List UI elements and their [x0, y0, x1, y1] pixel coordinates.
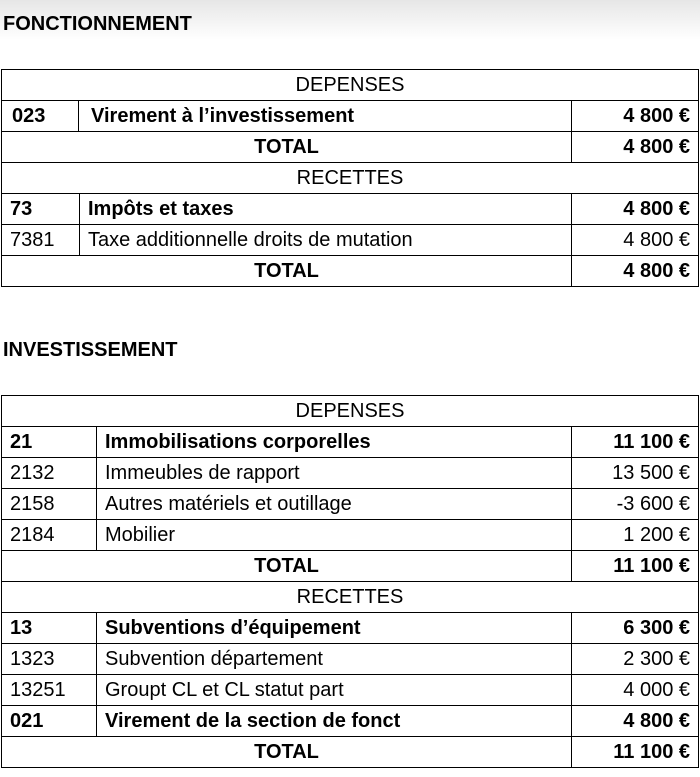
recettes-header: RECETTES — [2, 163, 699, 194]
table-row — [2, 613, 699, 644]
total-label: TOTAL — [2, 737, 572, 768]
recettes-header: RECETTES — [2, 582, 699, 613]
total-amount: 11 100 € — [572, 551, 699, 582]
total-amount: 11 100 € — [572, 737, 699, 768]
total-label: TOTAL — [2, 132, 572, 163]
row-amount: 11 100 € — [572, 427, 699, 458]
row-code: 73 — [2, 194, 80, 225]
row-label: Immeubles de rapport — [97, 458, 572, 489]
total-row — [2, 737, 699, 768]
row-label: Mobilier — [97, 520, 572, 551]
row-code: 023 — [2, 101, 79, 131]
recettes-header-row — [2, 582, 699, 613]
row-code: 7381 — [2, 225, 80, 256]
row-code: 2132 — [2, 458, 97, 489]
row-amount: 6 300 € — [572, 613, 699, 644]
table-row — [2, 644, 699, 675]
table-row — [2, 520, 699, 551]
total-row — [2, 132, 699, 163]
section-title-investissement: INVESTISSEMENT — [3, 339, 178, 361]
row-amount: 2 300 € — [572, 644, 699, 675]
row-label: Virement à l’investissement — [91, 105, 355, 127]
row-amount: 4 000 € — [572, 675, 699, 706]
row-amount: 1 200 € — [572, 520, 699, 551]
investissement-table — [1, 395, 699, 768]
total-amount: 4 800 € — [572, 132, 699, 163]
table-row — [2, 675, 699, 706]
row-label: Impôts et taxes — [80, 194, 572, 225]
total-label: TOTAL — [2, 551, 572, 582]
row-code: 13251 — [2, 675, 97, 706]
row-label: Subventions d’équipement — [97, 613, 572, 644]
total-row — [2, 551, 699, 582]
table-row — [2, 427, 699, 458]
row-code: 1323 — [2, 644, 97, 675]
row-amount: -3 600 € — [572, 489, 699, 520]
section-title-fonctionnement: FONCTIONNEMENT — [3, 13, 192, 35]
row-code: 13 — [2, 613, 97, 644]
depenses-header: DEPENSES — [2, 396, 699, 427]
row-code: 21 — [2, 427, 97, 458]
row-code: 2158 — [2, 489, 97, 520]
row-label: Virement de la section de fonct — [97, 706, 572, 737]
row-amount: 4 800 € — [572, 706, 699, 737]
total-row — [2, 256, 699, 287]
table-row — [2, 225, 699, 256]
table-row — [2, 101, 699, 132]
depenses-header-row — [2, 396, 699, 427]
row-amount: 13 500 € — [572, 458, 699, 489]
table-row — [2, 706, 699, 737]
table-row — [2, 458, 699, 489]
table-row — [2, 194, 699, 225]
row-label: Groupt CL et CL statut part — [97, 675, 572, 706]
row-amount: 4 800 € — [572, 194, 699, 225]
row-label: Taxe additionnelle droits de mutation — [80, 225, 572, 256]
row-label: Subvention département — [97, 644, 572, 675]
row-amount: 4 800 € — [572, 101, 699, 132]
depenses-header-row — [2, 70, 699, 101]
total-label: TOTAL — [2, 256, 572, 287]
row-code: 021 — [2, 706, 97, 737]
row-label: Autres matériels et outillage — [97, 489, 572, 520]
depenses-header: DEPENSES — [2, 70, 699, 101]
row-code: 2184 — [2, 520, 97, 551]
table-row — [2, 489, 699, 520]
row-label: Immobilisations corporelles — [97, 427, 572, 458]
recettes-header-row — [2, 163, 699, 194]
row-amount: 4 800 € — [572, 225, 699, 256]
fonctionnement-table — [1, 69, 699, 287]
total-amount: 4 800 € — [572, 256, 699, 287]
